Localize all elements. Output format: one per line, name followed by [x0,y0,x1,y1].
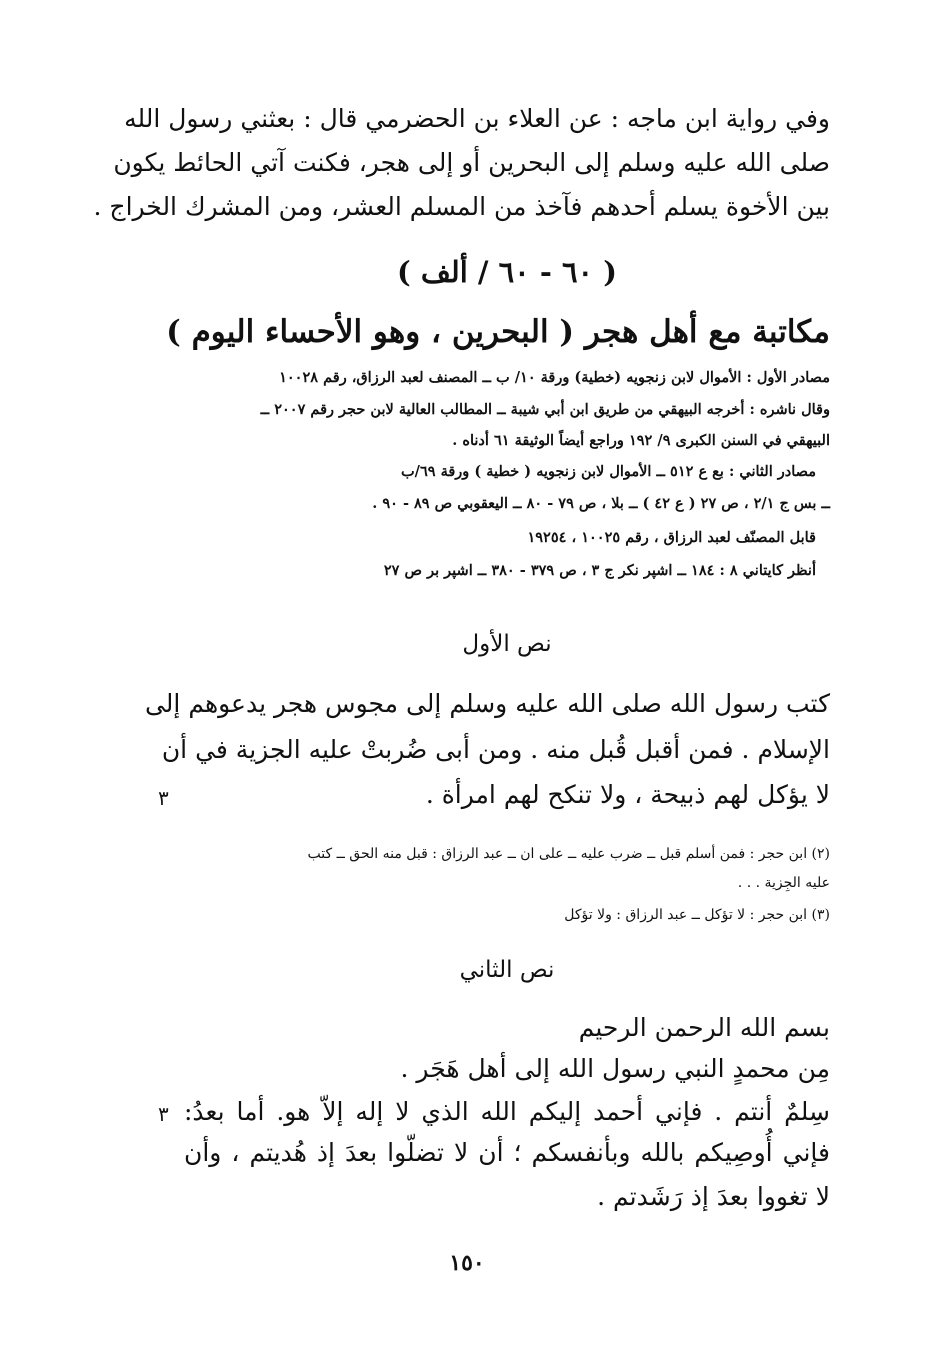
source-line-2: وقال ناشره : أخرجه البيهقي من طريق ابن أبي شيبة ــ المطالب العالية لابن حجر رقم ٢٠٠٧ ــ [260,401,830,418]
intro-line-1: وفي رواية ابن ماجه : عن العلاء بن الحضرمي قال : بعثني رسول الله [124,104,830,133]
source-line-7: أنظر كايتاني ٨ : ١٨٤ ــ اشپر نكر ج ٣ ، ص ٣٧٩ - ٣٨٠ ــ اشپر بر ص ٢٧ [383,562,816,579]
text-two-line-4: فإني أُوصِيكم بالله وبأنفسكم ؛ أن لا تضلّوا بعدَ إذ هُديتم ، وأن [184,1138,830,1167]
document-title: مكاتبة مع أهل هجر ( البحرين ، وهو الأحساء اليوم ) [166,314,830,350]
text-one-line-3: لا يؤكل لهم ذبيحة ، ولا تنكح لهم امرأة . [425,780,830,809]
intro-line-2: صلى الله عليه وسلم إلى البحرين أو إلى هجر، فكنت آتي الحائط يكون [113,148,830,177]
text-two-line-2: مِن محمدٍ النبي رسول الله إلى أهل هَجَر . [400,1054,830,1083]
text-one-heading: نص الأول [462,631,552,657]
source-line-1: مصادر الأول : الأموال لابن زنجويه (خطية) ورقة ١٠/ ب ــ المصنف لعبد الرزاق، رقم ١٠٠٢٨ [279,369,830,386]
line-margin-number: ٣ [158,1102,169,1126]
footnote-line-2: عليه الجِزية . . . [737,875,830,891]
footnote-line-3: (٣) ابن حجر : لا تؤكل ــ عبد الرزاق : ولا تؤكل [564,907,830,923]
source-line-6: قابل المصنّف لعبد الرزاق ، رقم ١٠٠٢٥ ، ١٩٢٥٤ [527,529,816,546]
source-line-3: البيهقي في السنن الكبرى ٩/ ١٩٢ وراجع أيضاً الوثيقة ٦١ أدناه . [452,432,830,449]
text-two-heading: نص الثاني [459,957,555,983]
footnote-line-1: (٢) ابن حجر : فمن أسلم قبل ــ ضرب عليه ــ على ان ــ عبد الرزاق : قبل منه الحق ــ كتب [307,846,830,862]
intro-line-3: بين الأخوة يسلم أحدهم فآخذ من المسلم العشر، ومن المشرك الخراج . [93,192,830,221]
text-two-line-1: بسم الله الرحمن الرحيم [578,1013,830,1042]
text-two-line-5: لا تغووا بعدَ إذ رَشَدتم . [597,1182,830,1211]
line-margin-number: ٣ [158,786,169,810]
document-number: ( ٦٠ - ٦٠ / ألف ) [397,255,617,289]
source-line-4: مصادر الثاني : بع ع ٥١٢ ــ الأموال لابن زنجويه ( خطية ) ورقة ٦٩/ب [400,463,816,480]
text-one-line-2: الإسلام . فمن أقبل قُبل منه . ومن أبى ضُربتْ عليه الجزية في أن [161,735,830,764]
page-number: ١٥٠ [449,1250,485,1276]
text-two-line-3: سِلمٌ أنتم . فإني أحمد إليكم الله الذي لا إله إلاّ هو. أما بعدُ: [184,1097,830,1126]
source-line-5: ــ بس ج ٢/١ ، ص ٢٧ ( ع ٤٢ ) ــ بلا ، ص ٧٩ - ٨٠ ــ اليعقوبي ص ٨٩ - ٩٠ . [372,495,830,512]
text-one-line-1: كتب رسول الله صلى الله عليه وسلم إلى مجوس هجر يدعوهم إلى [144,689,830,718]
